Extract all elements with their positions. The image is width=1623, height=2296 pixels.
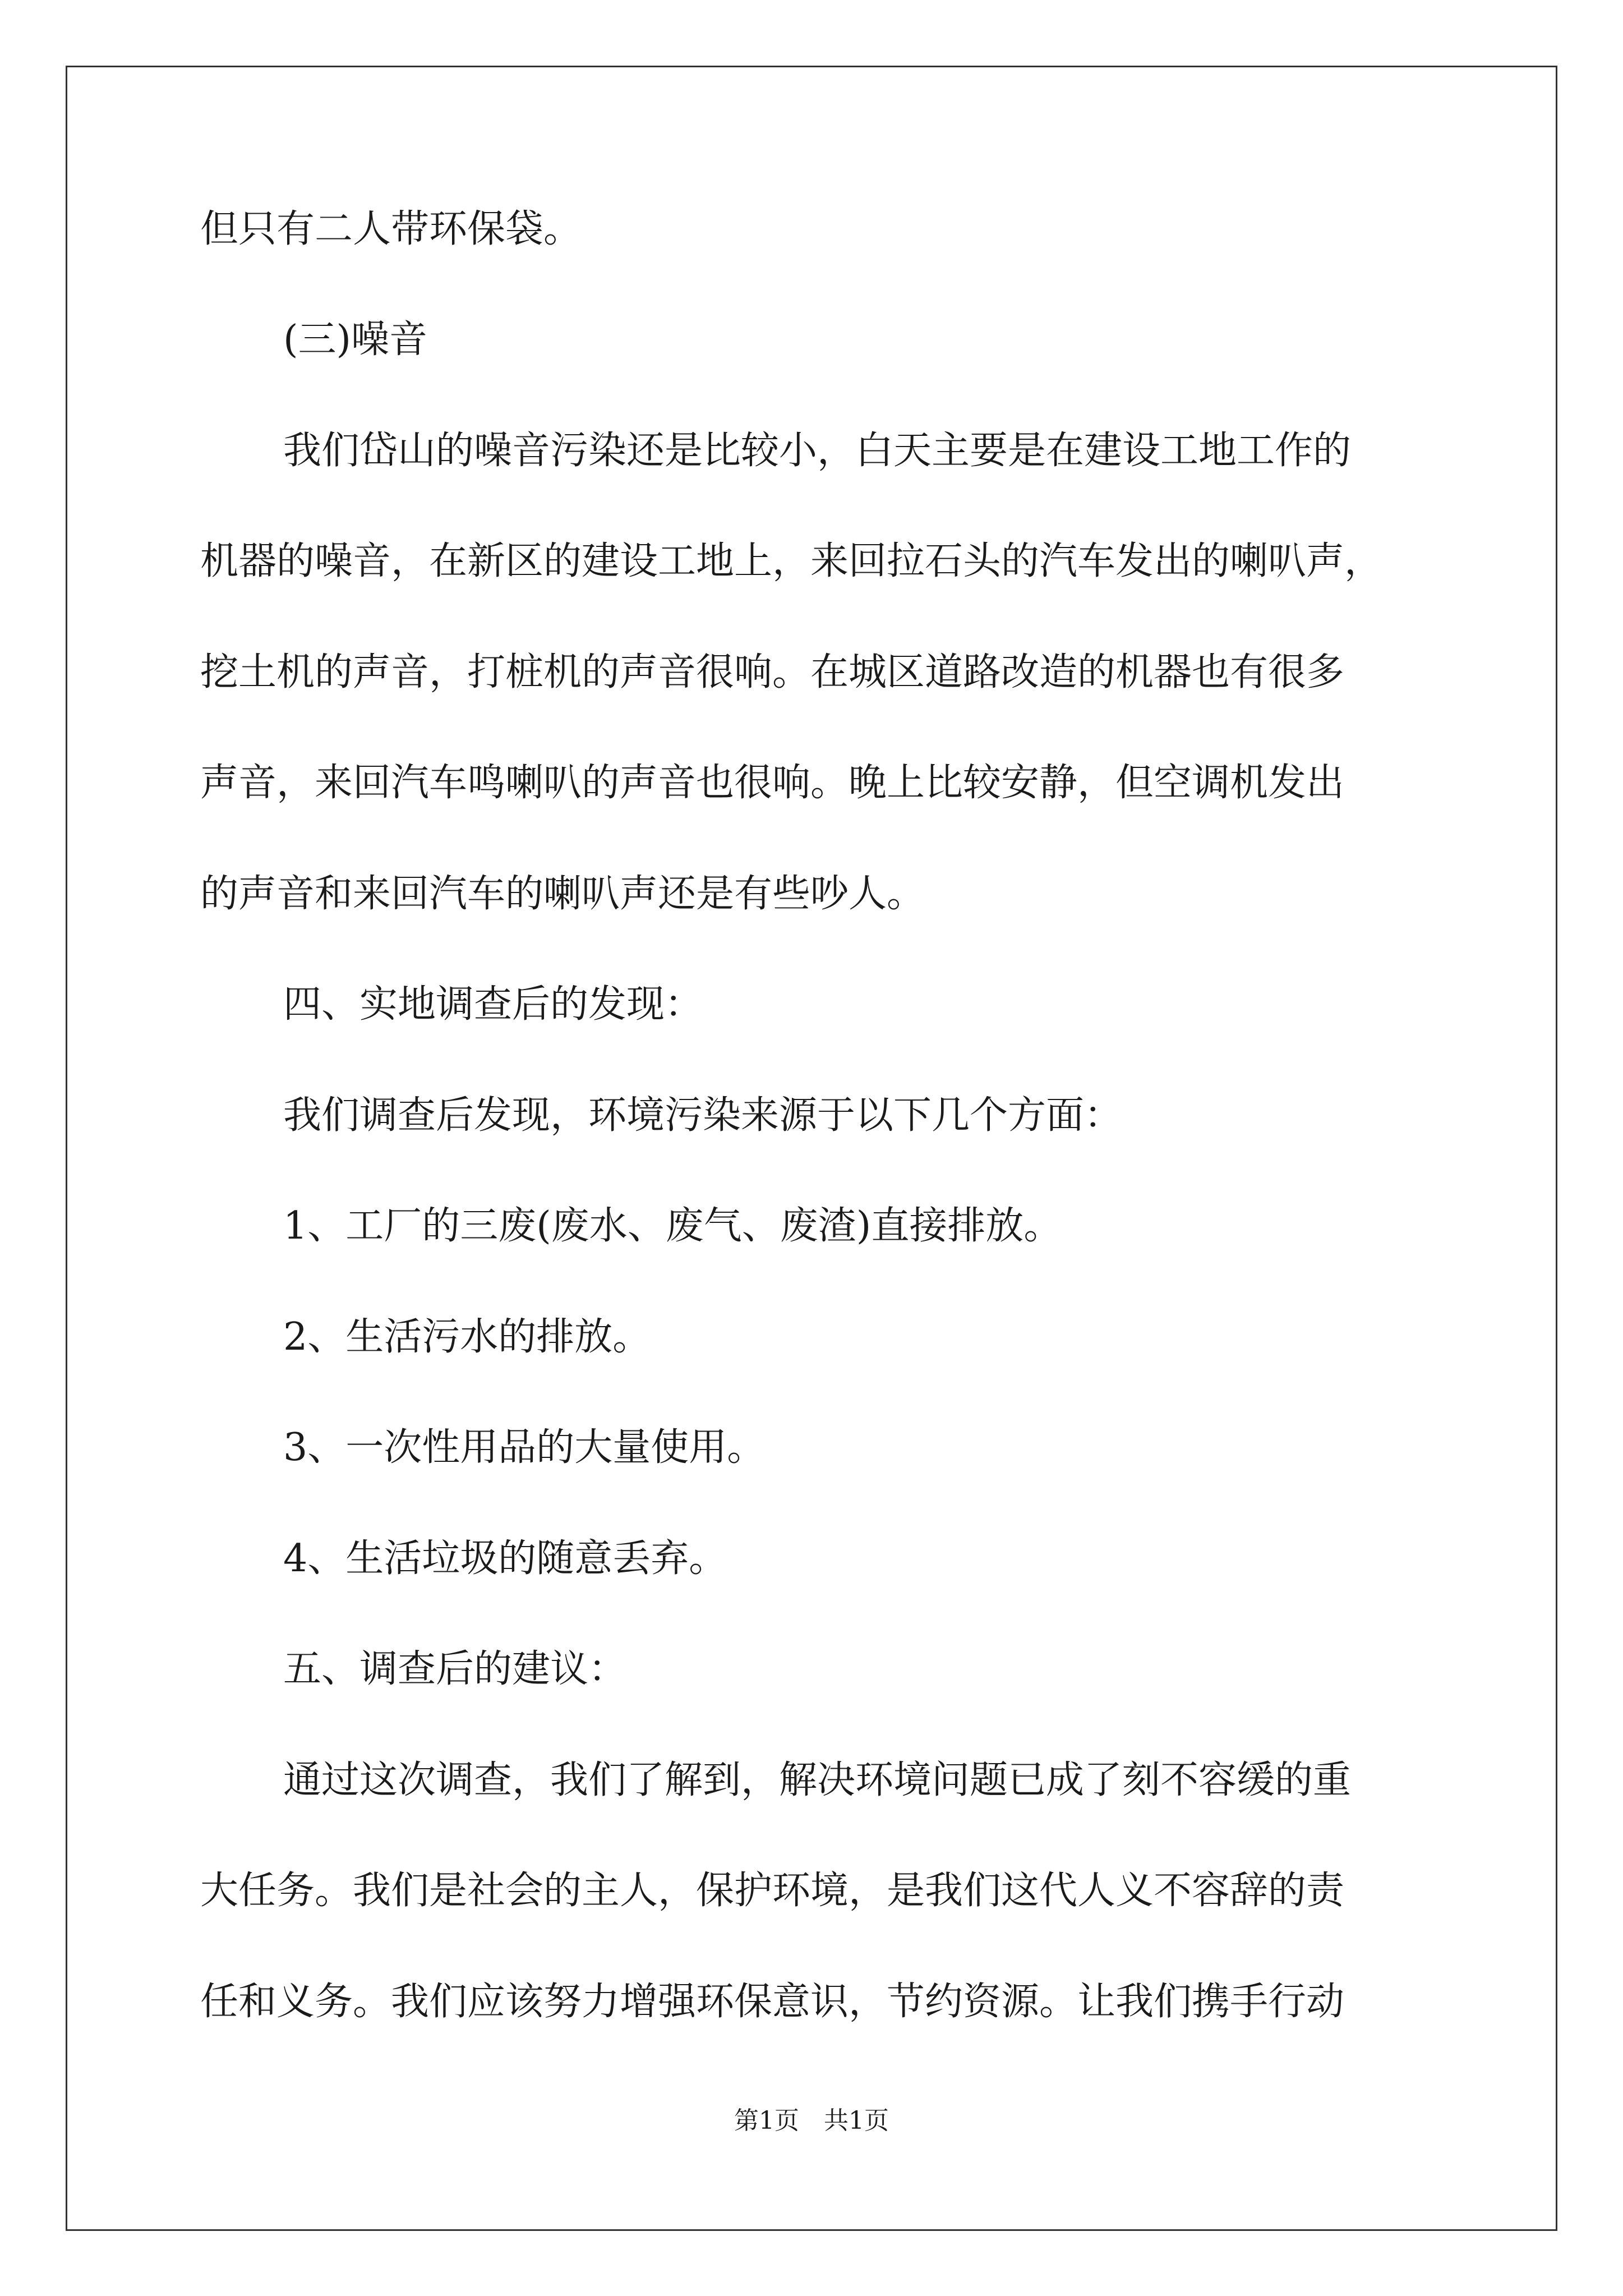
text-line: 声音，来回汽车鸣喇叭的声音也很响。晚上比较安静，但空调机发出 bbox=[200, 761, 1345, 805]
text-line: 的声音和来回汽车的喇叭声还是有些吵人。 bbox=[200, 872, 925, 916]
text-line: 机器的噪音，在新区的建设工地上，来回拉石头的汽车发出的喇叭声， bbox=[200, 539, 1383, 583]
text-line: 大任务。我们是社会的主人，保护环境，是我们这代人义不容辞的责 bbox=[200, 1869, 1345, 1913]
list-item: 4、生活垃圾的随意丢弃。 bbox=[283, 1536, 727, 1581]
list-item: 1、工厂的三废(废水、废气、废渣)直接排放。 bbox=[283, 1204, 1062, 1248]
list-item: 3、一次性用品的大量使用。 bbox=[283, 1425, 766, 1470]
text-line: 通过这次调查，我们了解到，解决环境问题已成了刻不容缓的重 bbox=[283, 1758, 1352, 1802]
list-item: 2、生活污水的排放。 bbox=[283, 1315, 651, 1359]
section-heading: 四、实地调查后的发现： bbox=[283, 982, 703, 1027]
text-line: 但只有二人带环保袋。 bbox=[200, 207, 582, 251]
section-heading: (三)噪音 bbox=[283, 318, 428, 362]
text-line: 任和义务。我们应该努力增强环保意识，节约资源。让我们携手行动 bbox=[200, 1980, 1345, 2024]
text-line: 我们调查后发现，环境污染来源于以下几个方面： bbox=[283, 1093, 1123, 1138]
section-heading: 五、调查后的建议： bbox=[283, 1647, 627, 1691]
text-line: 我们岱山的噪音污染还是比较小，白天主要是在建设工地工作的 bbox=[283, 429, 1352, 473]
text-line: 挖土机的声音，打桩机的声音很响。在城区道路改造的机器也有很多 bbox=[200, 650, 1345, 694]
page-number: 第1页 共1页 bbox=[734, 2106, 889, 2135]
